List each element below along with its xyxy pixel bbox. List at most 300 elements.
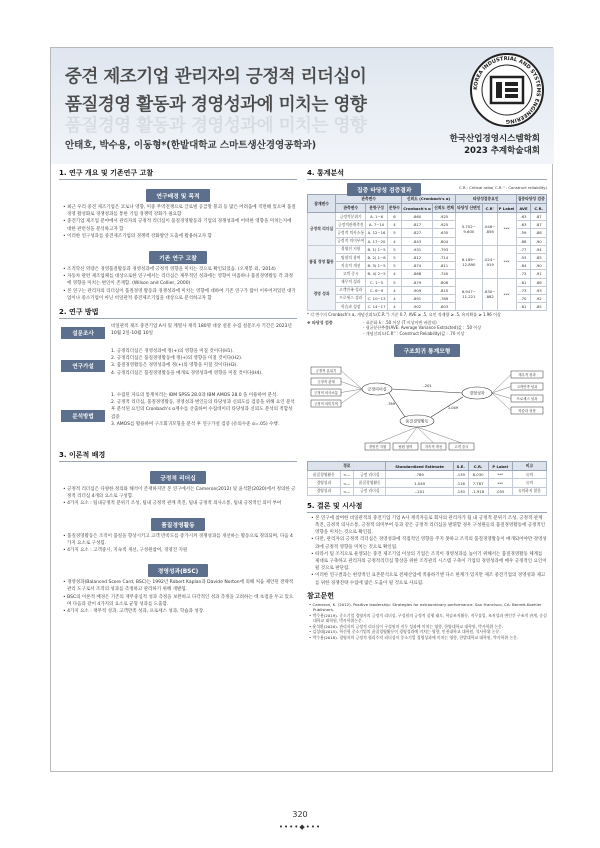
sem-cell: 7.767 bbox=[468, 479, 488, 487]
sem-cell: 품질경영활동 bbox=[308, 471, 341, 479]
bullet-item bbox=[59, 500, 297, 507]
validity-table bbox=[307, 194, 547, 311]
validity-header-row bbox=[308, 204, 547, 213]
bullet-marker: • bbox=[63, 487, 68, 493]
validity-body bbox=[308, 213, 547, 311]
merged-line: .630~ bbox=[483, 289, 496, 295]
col-p: P Label bbox=[498, 205, 515, 211]
bullet-marker: • bbox=[63, 580, 68, 586]
col-group-validity: 타당성검증요인 bbox=[455, 195, 516, 204]
poster-header bbox=[51, 48, 554, 164]
merged-line: .882 bbox=[485, 294, 494, 300]
validity-cell: .635 bbox=[433, 229, 456, 237]
bullet-marker: • bbox=[63, 548, 68, 554]
bullet-item bbox=[307, 515, 547, 537]
bullet-text: 이러한 연구성과를 중견제조기업의 경쟁력 강화방안 도출에 활용하고자 함 bbox=[67, 233, 212, 239]
bullet-marker: • bbox=[63, 267, 68, 273]
background-bullets bbox=[59, 204, 297, 240]
validity-merged-cell bbox=[497, 213, 516, 246]
bullet-marker: • bbox=[311, 515, 316, 521]
validity-merged-cell bbox=[455, 278, 482, 311]
bullet-marker: • bbox=[63, 274, 68, 280]
reference-item: • 김성태(2015). 혁신형 중소기업의 품질경영활동이 경영성과에 미치는 영향, 인천대학교 대학원, 석사학위 논문. bbox=[309, 629, 501, 635]
validity-cell: .803 bbox=[433, 303, 456, 311]
loading-line bbox=[492, 387, 511, 394]
merged-line: 11.221 bbox=[462, 294, 476, 300]
sem-cell: 긍정 리더십 bbox=[353, 487, 386, 495]
bullet-marker: • bbox=[311, 551, 316, 557]
merged-line: 6.189~ bbox=[461, 256, 476, 262]
validity-cell: 지속적 개선 bbox=[336, 262, 366, 270]
validity-cell: C. 14~17 bbox=[367, 304, 386, 310]
sem-body bbox=[308, 471, 547, 496]
bullet-item bbox=[307, 572, 547, 586]
validity-cell: 긍정적 의미부여 bbox=[336, 237, 366, 245]
validity-cell: .87 bbox=[531, 213, 547, 221]
bullet-text: 다만, 관리자의 긍정적 리더십은 경영성과에 직접적인 영향을 주지 못하고 조직의 품질경영활동이 매개되어야만 경영성과에 긍정적 영향을 미치는 것으로 확인됨. bbox=[315, 537, 547, 550]
validity-cell: .63 bbox=[516, 213, 531, 221]
validity-cell: 긍정적관계촉진 bbox=[336, 221, 366, 229]
bullet-text: 4가지 요소 : 팀내긍정적 분위기 조성, 팀내 긍정적 관계 촉진, 팀내 긍정적 의사소통, 팀내 긍정적인 의미 부여 bbox=[67, 501, 282, 507]
bullet-text: 긍정적 리더십은 다양한 정의와 해석이 존재하지만 본 연구에서는 Cameron(2012) 및 윤석환(2020)에서 정의한 긍정적 리더십 4개의 요소로 구성함. bbox=[67, 487, 296, 500]
indicator-label: 긍정적 관계 bbox=[317, 380, 335, 385]
validity-cell: 4 bbox=[387, 286, 401, 294]
validity-footnote: * 각 변수의 Cronbach's α, 개념신뢰도(C.R.'') 기준 0.7, AVE ≥ .5, 요인 적재량 ≥ .5, 유의확률 ≥ 1.96 이상 bbox=[307, 312, 501, 318]
bullet-item bbox=[59, 547, 297, 554]
left-column bbox=[59, 168, 297, 615]
merged-line: *** bbox=[503, 291, 510, 297]
sem-row bbox=[308, 487, 547, 495]
list-line: 3. 품질경영활동은 경영성과에 정(+)의 영향을 미칠 것이다(H3). bbox=[111, 363, 238, 369]
criteria-lines bbox=[363, 320, 481, 337]
bullet-item bbox=[59, 204, 297, 218]
validity-cell: .64 bbox=[516, 262, 531, 270]
validity-cell: .90 bbox=[531, 262, 547, 270]
validity-cell: .827 bbox=[402, 229, 433, 237]
pill-research-background: 연구배경 및 목적 bbox=[146, 189, 209, 202]
validity-cell: A. 12~16 bbox=[367, 230, 386, 236]
sem-cell: 긍정 리더십 bbox=[353, 471, 386, 479]
validity-cell: .94 bbox=[531, 245, 547, 253]
validity-cell: B. 3) 1~5 bbox=[367, 263, 386, 269]
loading-line bbox=[492, 375, 511, 394]
col-items: 문항구성 bbox=[366, 204, 387, 213]
loading-line bbox=[417, 427, 462, 443]
merged-line: *** bbox=[503, 259, 510, 265]
references-list bbox=[307, 602, 547, 641]
validity-cell: 긍정적분위기 bbox=[336, 213, 366, 221]
validity-cell: .909 bbox=[402, 286, 433, 294]
conclusion-bullets bbox=[307, 515, 547, 587]
pill-quality-management: 품질경영활동 bbox=[151, 518, 205, 531]
bullet-text: 경영성과(Balanced Score Card, BSC)는 1992년 Robert Kaplan과 Davide Norton에 의해 처음 제안된 전략적 관리 도구로서 조직의 성과를 측정하고 관리하기 위해 개발됨. bbox=[67, 580, 294, 593]
col-total: 신뢰도 전체 bbox=[433, 204, 456, 213]
quality-bullets bbox=[59, 533, 297, 555]
validity-cell: 프로세스 성과 bbox=[336, 294, 366, 302]
bullet-marker: • bbox=[63, 533, 68, 539]
bullet-marker: • bbox=[311, 537, 316, 543]
bullet-text: BSC의 이론적 배경은 기존의 재무중심적 성과 측정을 보완하고 다각적인 성과 측정을 고려하는 데 초점을 두고 있으며 다음과 같이 4가지의 요소로 균형 성과를 도출함. bbox=[67, 594, 294, 607]
merged-line: 5.702~ bbox=[461, 223, 476, 229]
bullet-text: 품질경영활동은 조직이 품질을 향상시키고 고객 만족도를 증가시켜 경쟁성과를 개선하는 활동으로 정의되며, 다음 4가지 요소로 구성됨. bbox=[67, 533, 293, 546]
validity-cell: .87 bbox=[531, 221, 547, 229]
validity-merged-cell bbox=[455, 213, 482, 246]
sem-cell: 경영성과 bbox=[308, 479, 341, 487]
validity-cell: 4 bbox=[387, 303, 401, 311]
validity-merged-cell bbox=[482, 278, 497, 311]
validity-cell: .59 bbox=[516, 229, 531, 237]
section-4-title: 4. 통계분석 bbox=[307, 168, 547, 180]
bullet-item bbox=[307, 536, 547, 550]
reference-item: • 박수용(2018). 경영자의 긍정적 협리주의 리더십이 중소기업 경영성과에 미치는 영향, 한밭대학교 대학원, 박사학위 논문. bbox=[309, 634, 519, 640]
bullet-marker: • bbox=[63, 594, 68, 600]
col-observed: 관측변수 bbox=[336, 204, 366, 213]
validity-cell: 4 bbox=[387, 237, 401, 245]
validity-cell: .91 bbox=[531, 270, 547, 278]
validity-cell: .815 bbox=[433, 286, 456, 294]
bullet-text: 4가지 요소 : 고객중시, 지속적 개선, 구성원참여, 경영진 지원 bbox=[67, 548, 188, 554]
seal-ring-text: KOREA INDUSTRIAL AND SYSTEMS ENGINEERING bbox=[472, 55, 542, 125]
method-hypotheses bbox=[59, 348, 297, 388]
validity-cell: .53 bbox=[516, 253, 531, 261]
label-analysis: 분석방법 bbox=[61, 410, 105, 422]
validity-cell: .860 bbox=[402, 213, 433, 221]
indicator-label: 팀원 참여 bbox=[398, 445, 413, 450]
indicator-label: 고객 중시 bbox=[454, 445, 469, 450]
sem-row bbox=[308, 479, 547, 487]
col-group-reliability: 신뢰도 (Cronbach's α) bbox=[402, 195, 456, 204]
label-survey: 설문조사 bbox=[61, 327, 105, 339]
validity-cell: B. 4) 2~5 bbox=[367, 271, 386, 277]
validity-cell: .73 bbox=[516, 286, 531, 294]
col-group-convergent: 집중타당성 검증 bbox=[516, 195, 547, 204]
validity-cell: B. 2) 1~8 bbox=[367, 255, 386, 261]
merged-line: .046~ bbox=[483, 223, 496, 229]
list-line: - 개념신뢰도(C.R'' : Construct Reliability)값 : .70 이상 bbox=[363, 330, 465, 336]
validity-cell: .811 bbox=[433, 262, 456, 270]
list-line: 2. 긍정적 리더십, 품질경영활동, 경영성과 변인들의 타당성과 신뢰도를 검증을 위해 요인 분석 후 분석된 요인의 Cronbach's α계수를 산출하여 수집데이터 타당성과 신뢰도 분석의 적합성 검증 bbox=[111, 400, 295, 420]
validity-cell: .740 bbox=[433, 270, 456, 278]
references-title: 참고문헌 bbox=[307, 591, 335, 600]
sem-cell: -.201 bbox=[386, 487, 453, 495]
sem-row bbox=[308, 471, 547, 479]
validity-cell: .77 bbox=[516, 245, 531, 253]
col-factor: 타당성 산변인 bbox=[455, 204, 482, 213]
bullet-item bbox=[59, 608, 297, 615]
hypothesis-list bbox=[111, 348, 297, 377]
validity-cell: 5 bbox=[387, 253, 401, 261]
sem-results-table bbox=[307, 461, 547, 496]
reference-item: • 윤석환(2020). 관리자의 긍정적 리더십이 구성원의 직무 성과에 미치는 영향, 한양대학교 대학원, 박사학위 논문. bbox=[309, 623, 504, 629]
validity-cell: .93 bbox=[531, 286, 547, 294]
validity-cell: .90 bbox=[531, 237, 547, 245]
right-column bbox=[307, 168, 547, 640]
bullet-item bbox=[59, 288, 297, 302]
bullet-item bbox=[59, 218, 297, 232]
col-se: S.E. bbox=[453, 462, 468, 471]
col-plabel: P Label bbox=[488, 462, 512, 471]
list-line: 3. AMOS를 활용하여 구조회귀모형을 분석 후 연구가설 검증 (유의수준 α=.05) 수행. bbox=[111, 421, 280, 427]
validity-cell: .63 bbox=[516, 221, 531, 229]
poster-title-line2: 품질경영 활동과 경영성과에 미치는 영향 bbox=[65, 95, 367, 115]
sem-cell: 품질경영활동 bbox=[353, 479, 386, 487]
validity-cell: .88 bbox=[531, 229, 547, 237]
section-3-title: 3. 이론적 배경 bbox=[59, 450, 297, 462]
validity-cell: 고객만족 성과 bbox=[336, 286, 366, 294]
section-5-title: 5. 결론 및 시사점 bbox=[307, 501, 547, 513]
bullet-marker: • bbox=[63, 219, 68, 225]
sem-path-diagram bbox=[307, 359, 547, 455]
path-estimate-h1: -.201 bbox=[422, 384, 432, 389]
validity-cell: .874 bbox=[402, 262, 433, 270]
merged-line: .919 bbox=[485, 261, 494, 267]
validity-cell: .85 bbox=[531, 253, 547, 261]
poster-title-line1: 중견 제조기업 관리자의 긍정적 리더십이 bbox=[65, 67, 367, 87]
bullet-text: 따라서 팀 조직으로 운영되는 중견 제조기업 이상의 기업은 조직이 경영성과를 높이기 위해서는 품질경영활동 체계를 제대로 구축하고 관리자의 긍정적리더십 향상을 위한 조직관리 시스템 구축이 기업의 경영성과에 매우 긍정적인 요인이 될 것으로 판단됨. bbox=[315, 551, 547, 572]
indicator-label: 재무적 성과 bbox=[518, 373, 536, 378]
col-cr-sem: C.R. bbox=[468, 462, 488, 471]
validity-cell: 긍정적 의사소통 bbox=[336, 229, 366, 237]
path-h1-line bbox=[391, 389, 463, 393]
validity-cell: 5 bbox=[387, 262, 401, 270]
validity-cell: .86 bbox=[531, 278, 547, 286]
validity-cell: .68 bbox=[516, 237, 531, 245]
sem-cell: <--- bbox=[340, 479, 353, 487]
validity-group-cell: 품질 경영 활동 bbox=[308, 245, 336, 278]
sem-cell: *** bbox=[488, 471, 512, 479]
merged-line: 9.600 bbox=[463, 228, 475, 234]
validity-cell: 4 bbox=[387, 270, 401, 278]
society-seal-logo bbox=[469, 52, 545, 128]
col-cr: C.R' bbox=[482, 204, 497, 213]
validity-group-cell: 긍정적 리더십 bbox=[308, 213, 336, 246]
latent-label: 품질경영활동 bbox=[405, 418, 429, 424]
bullet-text: 4가지 요소 : 재무적 성과, 고객만족 성과, 프로세스 성과, 학습과 성장. bbox=[67, 609, 205, 615]
loading-line bbox=[341, 389, 362, 404]
authors: 안태호, 박수용, 이동형*(한밭대학교 스마트생산경영공학과) bbox=[65, 140, 317, 151]
sem-cell: .130 bbox=[453, 487, 468, 495]
validity-cell: 경영진 지원 bbox=[336, 245, 366, 253]
validity-cell: .92 bbox=[531, 294, 547, 302]
sem-cell: .116 bbox=[453, 479, 468, 487]
indicator-label: 지속적 개선 bbox=[424, 445, 443, 450]
col-alpha: Cronbach's α bbox=[403, 205, 431, 211]
col-cr2: C.R. bbox=[531, 204, 547, 213]
list-line: - 표준화 λ : .50 이상 (T 이상이면 바람직) bbox=[363, 319, 437, 325]
validity-row bbox=[308, 213, 547, 221]
validity-cell: .85 bbox=[531, 303, 547, 311]
label-hypotheses: 연구가설 bbox=[61, 360, 105, 372]
bullet-item bbox=[59, 233, 297, 240]
method-analysis bbox=[59, 392, 297, 446]
sem-cell: <--- bbox=[340, 487, 353, 495]
pill-validity: 집중 타당성 검증결과 bbox=[347, 183, 421, 196]
validity-cell: C. 1~5 bbox=[366, 278, 387, 286]
list-line: 1. 긍정리더십은 경영성과에 정(+)의 영향을 미칠 것이다(H1). bbox=[111, 349, 234, 355]
validity-cell: B. 1) 1~5 bbox=[367, 246, 386, 252]
validity-cell: .61 bbox=[516, 278, 531, 286]
validity-cell: 학습과 성장 bbox=[336, 303, 366, 311]
latent-label: 긍정리더십 bbox=[367, 386, 387, 392]
survey-text: 비일관적 제조 중견기업 A사 및 계열사 재직 180명 대상 설문 수집 설문조사 기간은 2023년 10월 2일-10월 10일 bbox=[111, 324, 292, 337]
bullet-text: 본 연구는 관리자의 리더십이 품질경영 활동과 경쟁성과에 미치는 영향에 대하여 기존 연구가 많이 이루어져있던 대기업이나 중소기업이 아닌 비일관적 중견제조기업을 대상으로 분석하고자 함 bbox=[67, 288, 296, 301]
review-bullets bbox=[59, 266, 297, 302]
indicator-label: 프로세스 성과 bbox=[516, 397, 538, 402]
validity-cell: .812 bbox=[402, 253, 433, 261]
method-survey bbox=[59, 323, 297, 345]
conference-event: 2023 추계학술대회 bbox=[464, 146, 540, 156]
list-line: 4. 긍정리더십은 품질경영활동을 매개로 경영성과에 영향을 미칠 것이다(H4). bbox=[111, 370, 263, 376]
validity-cell: .789 bbox=[433, 294, 456, 302]
indicator-label: 긍정적 의사소통 bbox=[313, 391, 339, 396]
bullet-text: 본 연구에 참여한 비일관적의 중견기업 기업 A사 재직자들로 회사의 관리자가 팀 내 긍정적 분위기 조성, 긍정적 관계 촉진, 긍정적 의사소통, 긍정적 의미부여 등과 같은 긍정적 리더십을 발휘할 경우 구성원들의 품질경영활동에 긍정적인 영향을 미치는 것으로 확인됨. bbox=[315, 515, 546, 536]
criteria-block bbox=[307, 320, 547, 337]
bullet-item bbox=[59, 486, 297, 500]
validity-cell: .843 bbox=[402, 237, 433, 245]
merged-line: .024~ bbox=[483, 256, 496, 262]
indicator-label: 고객만족 성과 bbox=[516, 385, 538, 390]
validity-cell: .817 bbox=[402, 221, 433, 229]
validity-cell: 5 bbox=[387, 245, 401, 253]
bullet-item bbox=[59, 273, 297, 287]
validity-cell: 팀원의 참여 bbox=[336, 253, 366, 261]
indicator-label: 긍정적 의미부여 bbox=[313, 402, 339, 407]
sem-header-row bbox=[308, 462, 547, 471]
criteria-label: ❖ 타당성 검증 bbox=[307, 319, 333, 325]
validity-cell: A. 1~6 bbox=[366, 213, 387, 221]
sem-cell: .055 bbox=[488, 487, 512, 495]
reference-item: • 박수용(2019). 중소기업 경영자의 긍정적 리더십, 구성원의 긍정적 실행 태도, 학습조직활동, 직무몰입, 조직성과 변인간 구조적 관계, 숭실대학교 대학원, 박사학위논문. bbox=[309, 612, 547, 624]
page-ornament: ••••◆••• bbox=[278, 823, 322, 831]
section-2-title: 2. 연구 방법 bbox=[59, 307, 297, 319]
reference-item: • Cameron, K. (2012). Positive leadership: Strategies for extraordinary performance. San Francisco, CA: Berrett-Koehler Publishers. bbox=[309, 601, 542, 613]
path-estimate-h3: 1.049 bbox=[447, 406, 459, 411]
validity-cell: .931 bbox=[402, 245, 433, 253]
validity-row bbox=[308, 245, 547, 253]
validity-cell: .61 bbox=[516, 303, 531, 311]
validity-cell: .925 bbox=[433, 213, 456, 221]
merged-line: 12.890 bbox=[462, 261, 476, 267]
path-estimate-h2: .769 bbox=[386, 402, 396, 407]
list-line: 1. 수집된 자료의 통계처리는 IBM SPSS 28.0과 IBM AMOS 28.0 을 이용하여 분석. bbox=[111, 393, 278, 399]
merged-line: 6.947~ bbox=[461, 289, 476, 295]
page-number: 320 bbox=[292, 810, 308, 819]
loading-line bbox=[417, 427, 434, 443]
pill-positive-leadership: 긍정적 리더십 bbox=[150, 471, 206, 484]
bullet-text: 중견기업 제조업 분야에서 관리자의 긍정적 리더십이 품질경영활동과 기업의 경쟁성과에 어떠한 영향을 미치는지에 대한 관련성을 분석하고자 함 bbox=[67, 219, 292, 232]
bullet-marker: • bbox=[311, 573, 316, 579]
col-ave: AVE bbox=[516, 204, 531, 213]
validity-merged-cell bbox=[497, 278, 516, 311]
sem-cell: 유의 bbox=[512, 479, 546, 487]
loading-line bbox=[341, 389, 362, 393]
sem-cell: 경영성과 bbox=[308, 487, 341, 495]
col-latent: 잠재변수 bbox=[308, 195, 336, 213]
col-group-observed: 관측변수 bbox=[336, 195, 402, 204]
indicator-label: 학습과 성장 bbox=[518, 409, 536, 414]
validity-cell: A. 17~20 bbox=[367, 238, 386, 244]
bullet-text: 최근 우리 중견 제조기업은 코로나 영향, 미중 무역전쟁으로 글로벌 공급망 붕괴 등 많은 어려움에 직면해 있으며 품질경영 활성화로 경쟁성과를 통한 기업 경쟁력 강화가 필요함 bbox=[67, 205, 296, 218]
sem-cell: 1.049 bbox=[386, 479, 453, 487]
bullet-text: 조직학신 역량은 경영품질활동과 경영성과에 긍정적 영향을 미치는 것으로 확인되었음. (오재봉 외, '2014) bbox=[67, 267, 276, 273]
loading-line bbox=[341, 371, 362, 390]
bullet-item bbox=[307, 551, 547, 573]
validity-cell: 재무적 성과 bbox=[336, 278, 366, 286]
section-1-title: 1. 연구 개요 및 기존연구 고찰 bbox=[59, 168, 297, 180]
validity-cell: .806 bbox=[433, 278, 456, 286]
bullet-text: 이러한 연구결과는 현장적인 표본분석으로 전체산업에 적용하기엔 다소 한계가 있지만 제조 중견기업의 경영성과 제고를 위한 경쟁전략 수립에 많은 도움이 될 것으로 사료됨. bbox=[315, 573, 546, 586]
validity-cell: C. 10~13 bbox=[367, 295, 386, 301]
validity-cell: 고객 중시 bbox=[336, 270, 366, 278]
bsc-bullets bbox=[59, 579, 297, 615]
validity-legend: C.R.: Critical ratio( C.R.'' : Construct reliability) bbox=[459, 185, 547, 190]
col-count: 문항수 bbox=[387, 204, 401, 213]
validity-cell: .804 bbox=[433, 237, 456, 245]
bullet-marker: • bbox=[63, 501, 68, 507]
indicator-label: 긍정적 분위기 bbox=[315, 369, 337, 374]
pill-bsc: 경영성과(BSC) bbox=[148, 564, 209, 577]
bullet-marker: • bbox=[63, 205, 68, 210]
validity-merged-cell bbox=[482, 213, 497, 246]
leadership-bullets bbox=[59, 486, 297, 508]
sem-cell: *** bbox=[488, 479, 512, 487]
sem-cell: .139 bbox=[453, 471, 468, 479]
validity-cell: 4 bbox=[387, 294, 401, 302]
sem-cell: <--- bbox=[340, 471, 353, 479]
validity-group-cell: 경영 성과 bbox=[308, 278, 336, 311]
bullet-marker: • bbox=[63, 288, 68, 294]
bullet-item bbox=[59, 579, 297, 593]
validity-cell: .891 bbox=[402, 294, 433, 302]
sem-cell: 유의 bbox=[512, 471, 546, 479]
sem-cell: -1.918 bbox=[468, 487, 488, 495]
validity-cell: .714 bbox=[433, 253, 456, 261]
sem-cell: .769 bbox=[386, 471, 453, 479]
latent-label: 경영성과 bbox=[469, 390, 485, 396]
list-line: 2. 긍정리더십은 품질경영활동에 정(+)의 영향을 미칠 것이다(H2). bbox=[111, 356, 243, 362]
validity-cell: 4 bbox=[387, 221, 401, 229]
pill-sem: 구조회귀 통계모형 bbox=[394, 344, 461, 357]
validity-row bbox=[308, 278, 547, 286]
bullet-item bbox=[59, 594, 297, 608]
sem-cell: 8.030 bbox=[468, 471, 488, 479]
validity-cell: .793 bbox=[433, 245, 456, 253]
indicator-label: 경영진 지원 bbox=[368, 445, 387, 450]
analysis-list bbox=[111, 392, 297, 428]
validity-merged-cell bbox=[497, 245, 516, 278]
list-line: - 평균분산추출(AVE: Average Variance Extracted)값 : .50 이상 bbox=[363, 325, 482, 331]
sem-cell: 유의하지 않음 bbox=[512, 487, 546, 495]
poster bbox=[50, 47, 553, 772]
conference-name: 한국산업경영시스템학회 bbox=[449, 134, 540, 144]
bullet-item bbox=[59, 533, 297, 547]
col-remark: 비고 bbox=[512, 462, 546, 471]
bullet-text: 자동차 관련 제조업체를 대상으로한 연구에서는 리더십은 제무적인 성과에는 영향이 미흡하나 품질경영활동 각 과정에 영향을 미치는 변인이 존재함. (Wilson and Collier, 2000) bbox=[67, 274, 293, 287]
title-reflection: 품질경영 활동과 경영성과에 미치는 영향 bbox=[65, 116, 367, 136]
validity-cell: A. 7~10 bbox=[366, 221, 387, 229]
validity-cell: .879 bbox=[402, 278, 433, 286]
validity-merged-cell bbox=[482, 245, 497, 278]
validity-cell: 5 bbox=[387, 229, 401, 237]
validity-cell: .70 bbox=[516, 294, 531, 302]
validity-group-header-row bbox=[308, 195, 547, 204]
merged-line: *** bbox=[503, 226, 510, 232]
col-estimate: Standardized Estimate bbox=[386, 462, 453, 471]
validity-cell: .925 bbox=[433, 221, 456, 229]
validity-cell: .868 bbox=[402, 270, 433, 278]
validity-cell: C. 6~9 bbox=[366, 286, 387, 294]
loading-line bbox=[341, 382, 362, 390]
